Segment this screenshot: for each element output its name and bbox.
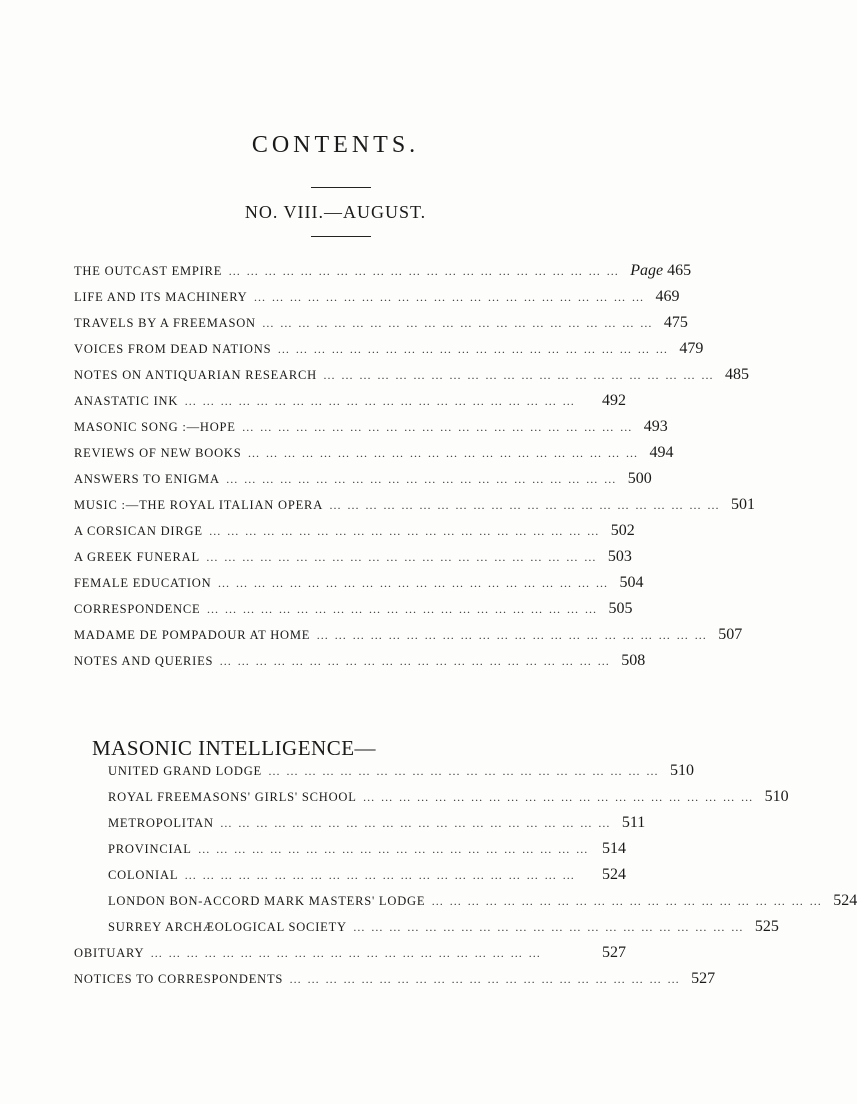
- toc-entry: NOTICES TO CORRESPONDENTS ………………………………………………………… 527: [74, 970, 716, 987]
- entry-page: 510: [764, 788, 789, 805]
- entry-page: 493: [643, 418, 668, 435]
- toc-entry: MADAME DE POMPADOUR AT HOME ………………………………………………………… 507: [74, 626, 743, 643]
- toc-entry: UNITED GRAND LODGE ………………………………………………………… 510: [108, 762, 694, 779]
- toc-entry: LIFE AND ITS MACHINERY ………………………………………………………… 469: [74, 288, 680, 305]
- entry-page: 503: [607, 548, 632, 565]
- entry-page: 505: [608, 600, 633, 617]
- entry-page: 475: [663, 314, 688, 331]
- entry-title: ANASTATIC INK: [74, 394, 179, 408]
- entry-page: 510: [669, 762, 694, 779]
- masonic-heading: MASONIC INTELLIGENCE—: [92, 736, 377, 760]
- entry-title: LONDON BON-ACCORD MARK MASTERS' LODGE: [108, 894, 426, 908]
- issue-rule: [311, 236, 371, 237]
- entry-page: 492: [602, 392, 626, 409]
- entry-title: NOTES ON ANTIQUARIAN RESEARCH: [74, 368, 317, 382]
- entry-title: METROPOLITAN: [108, 816, 214, 830]
- entry-page: 508: [621, 652, 646, 669]
- entry-page: 501: [731, 496, 756, 513]
- entry-title: NOTICES TO CORRESPONDENTS: [74, 972, 284, 986]
- entry-title: ROYAL FREEMASONS' GIRLS' SCHOOL: [108, 790, 357, 804]
- entry-page: 465: [667, 262, 692, 279]
- toc-entry: PROVINCIAL ………………………………………………………… 514: [108, 840, 626, 857]
- entry-page: 525: [754, 918, 779, 935]
- title-rule: [311, 187, 371, 188]
- toc-entry: THE OUTCAST EMPIRE ………………………………………………………… Page 465: [74, 262, 692, 279]
- toc-entry: SURREY ARCHÆOLOGICAL SOCIETY ………………………………………………………… 525: [108, 918, 779, 935]
- entry-page: 511: [621, 814, 646, 831]
- page-title: CONTENTS.: [251, 132, 420, 158]
- toc-entry: CORRESPONDENCE ………………………………………………………… 505: [74, 600, 633, 617]
- toc-entry: OBITUARY ………………………………………………………… 527: [74, 944, 626, 961]
- entry-title: MUSIC :—THE ROYAL ITALIAN OPERA: [74, 498, 324, 512]
- toc-entry: ANSWERS TO ENIGMA ………………………………………………………… 500: [74, 470, 652, 487]
- entry-page: 527: [602, 944, 626, 961]
- entry-title: TRAVELS BY A FREEMASON: [74, 316, 256, 330]
- entry-title: REVIEWS OF NEW BOOKS: [74, 446, 242, 460]
- entry-page: 469: [655, 288, 680, 305]
- toc-entry: A GREEK FUNERAL ………………………………………………………… 503: [74, 548, 632, 565]
- toc-entry: FEMALE EDUCATION ………………………………………………………… 504: [74, 574, 644, 591]
- entry-title: VOICES FROM DEAD NATIONS: [74, 342, 272, 356]
- entry-page: 502: [610, 522, 635, 539]
- toc-entry: TRAVELS BY A FREEMASON ………………………………………………………… 475: [74, 314, 688, 331]
- toc-entry: NOTES ON ANTIQUARIAN RESEARCH ………………………………………………………… 485: [74, 366, 749, 383]
- entry-title: A GREEK FUNERAL: [74, 550, 200, 564]
- entry-title: NOTES AND QUERIES: [74, 654, 214, 668]
- toc-entry: MUSIC :—THE ROYAL ITALIAN OPERA ………………………………………………………… 501: [74, 496, 756, 513]
- entry-page: 479: [679, 340, 704, 357]
- entry-title: UNITED GRAND LODGE: [108, 764, 262, 778]
- entry-title: LIFE AND ITS MACHINERY: [74, 290, 248, 304]
- toc-entry: REVIEWS OF NEW BOOKS ………………………………………………………… 494: [74, 444, 674, 461]
- entry-title: THE OUTCAST EMPIRE: [74, 264, 223, 278]
- toc-entry: NOTES AND QUERIES ………………………………………………………… 508: [74, 652, 646, 669]
- toc-entry: LONDON BON-ACCORD MARK MASTERS' LODGE ………………………………………………………… 524: [108, 892, 857, 909]
- entry-title: MADAME DE POMPADOUR AT HOME: [74, 628, 311, 642]
- entry-page: 507: [718, 626, 743, 643]
- toc-entry: ROYAL FREEMASONS' GIRLS' SCHOOL ………………………………………………………… 510: [108, 788, 789, 805]
- entry-title: COLONIAL: [108, 868, 179, 882]
- entry-page: 524: [833, 892, 857, 909]
- toc-entry: METROPOLITAN ………………………………………………………… 511: [108, 814, 646, 831]
- entry-page: 504: [619, 574, 644, 591]
- entry-title: ANSWERS TO ENIGMA: [74, 472, 220, 486]
- entry-page: 514: [602, 840, 626, 857]
- toc-entry: COLONIAL ………………………………………………………… 524: [108, 866, 626, 883]
- toc-entry: VOICES FROM DEAD NATIONS ………………………………………………………… 479: [74, 340, 704, 357]
- page-label: Page: [630, 262, 664, 279]
- entry-title: SURREY ARCHÆOLOGICAL SOCIETY: [108, 920, 347, 934]
- toc-entry: A CORSICAN DIRGE ………………………………………………………… 502: [74, 522, 635, 539]
- toc-entry: MASONIC SONG :—HOPE ………………………………………………………… 493: [74, 418, 668, 435]
- entry-page: 500: [627, 470, 652, 487]
- entry-title: MASONIC SONG :—HOPE: [74, 420, 236, 434]
- entry-page: 485: [725, 366, 749, 383]
- issue-heading: NO. VIII.—AUGUST.: [244, 202, 427, 222]
- entry-title: FEMALE EDUCATION: [74, 576, 212, 590]
- entry-page: 494: [649, 444, 674, 461]
- entry-page: 527: [691, 970, 716, 987]
- toc-entry: ANASTATIC INK ………………………………………………………… 492: [74, 392, 626, 409]
- entry-title: CORRESPONDENCE: [74, 602, 201, 616]
- entry-title: OBITUARY: [74, 946, 145, 960]
- entry-title: A CORSICAN DIRGE: [74, 524, 203, 538]
- entry-title: PROVINCIAL: [108, 842, 192, 856]
- entry-page: 524: [602, 866, 626, 883]
